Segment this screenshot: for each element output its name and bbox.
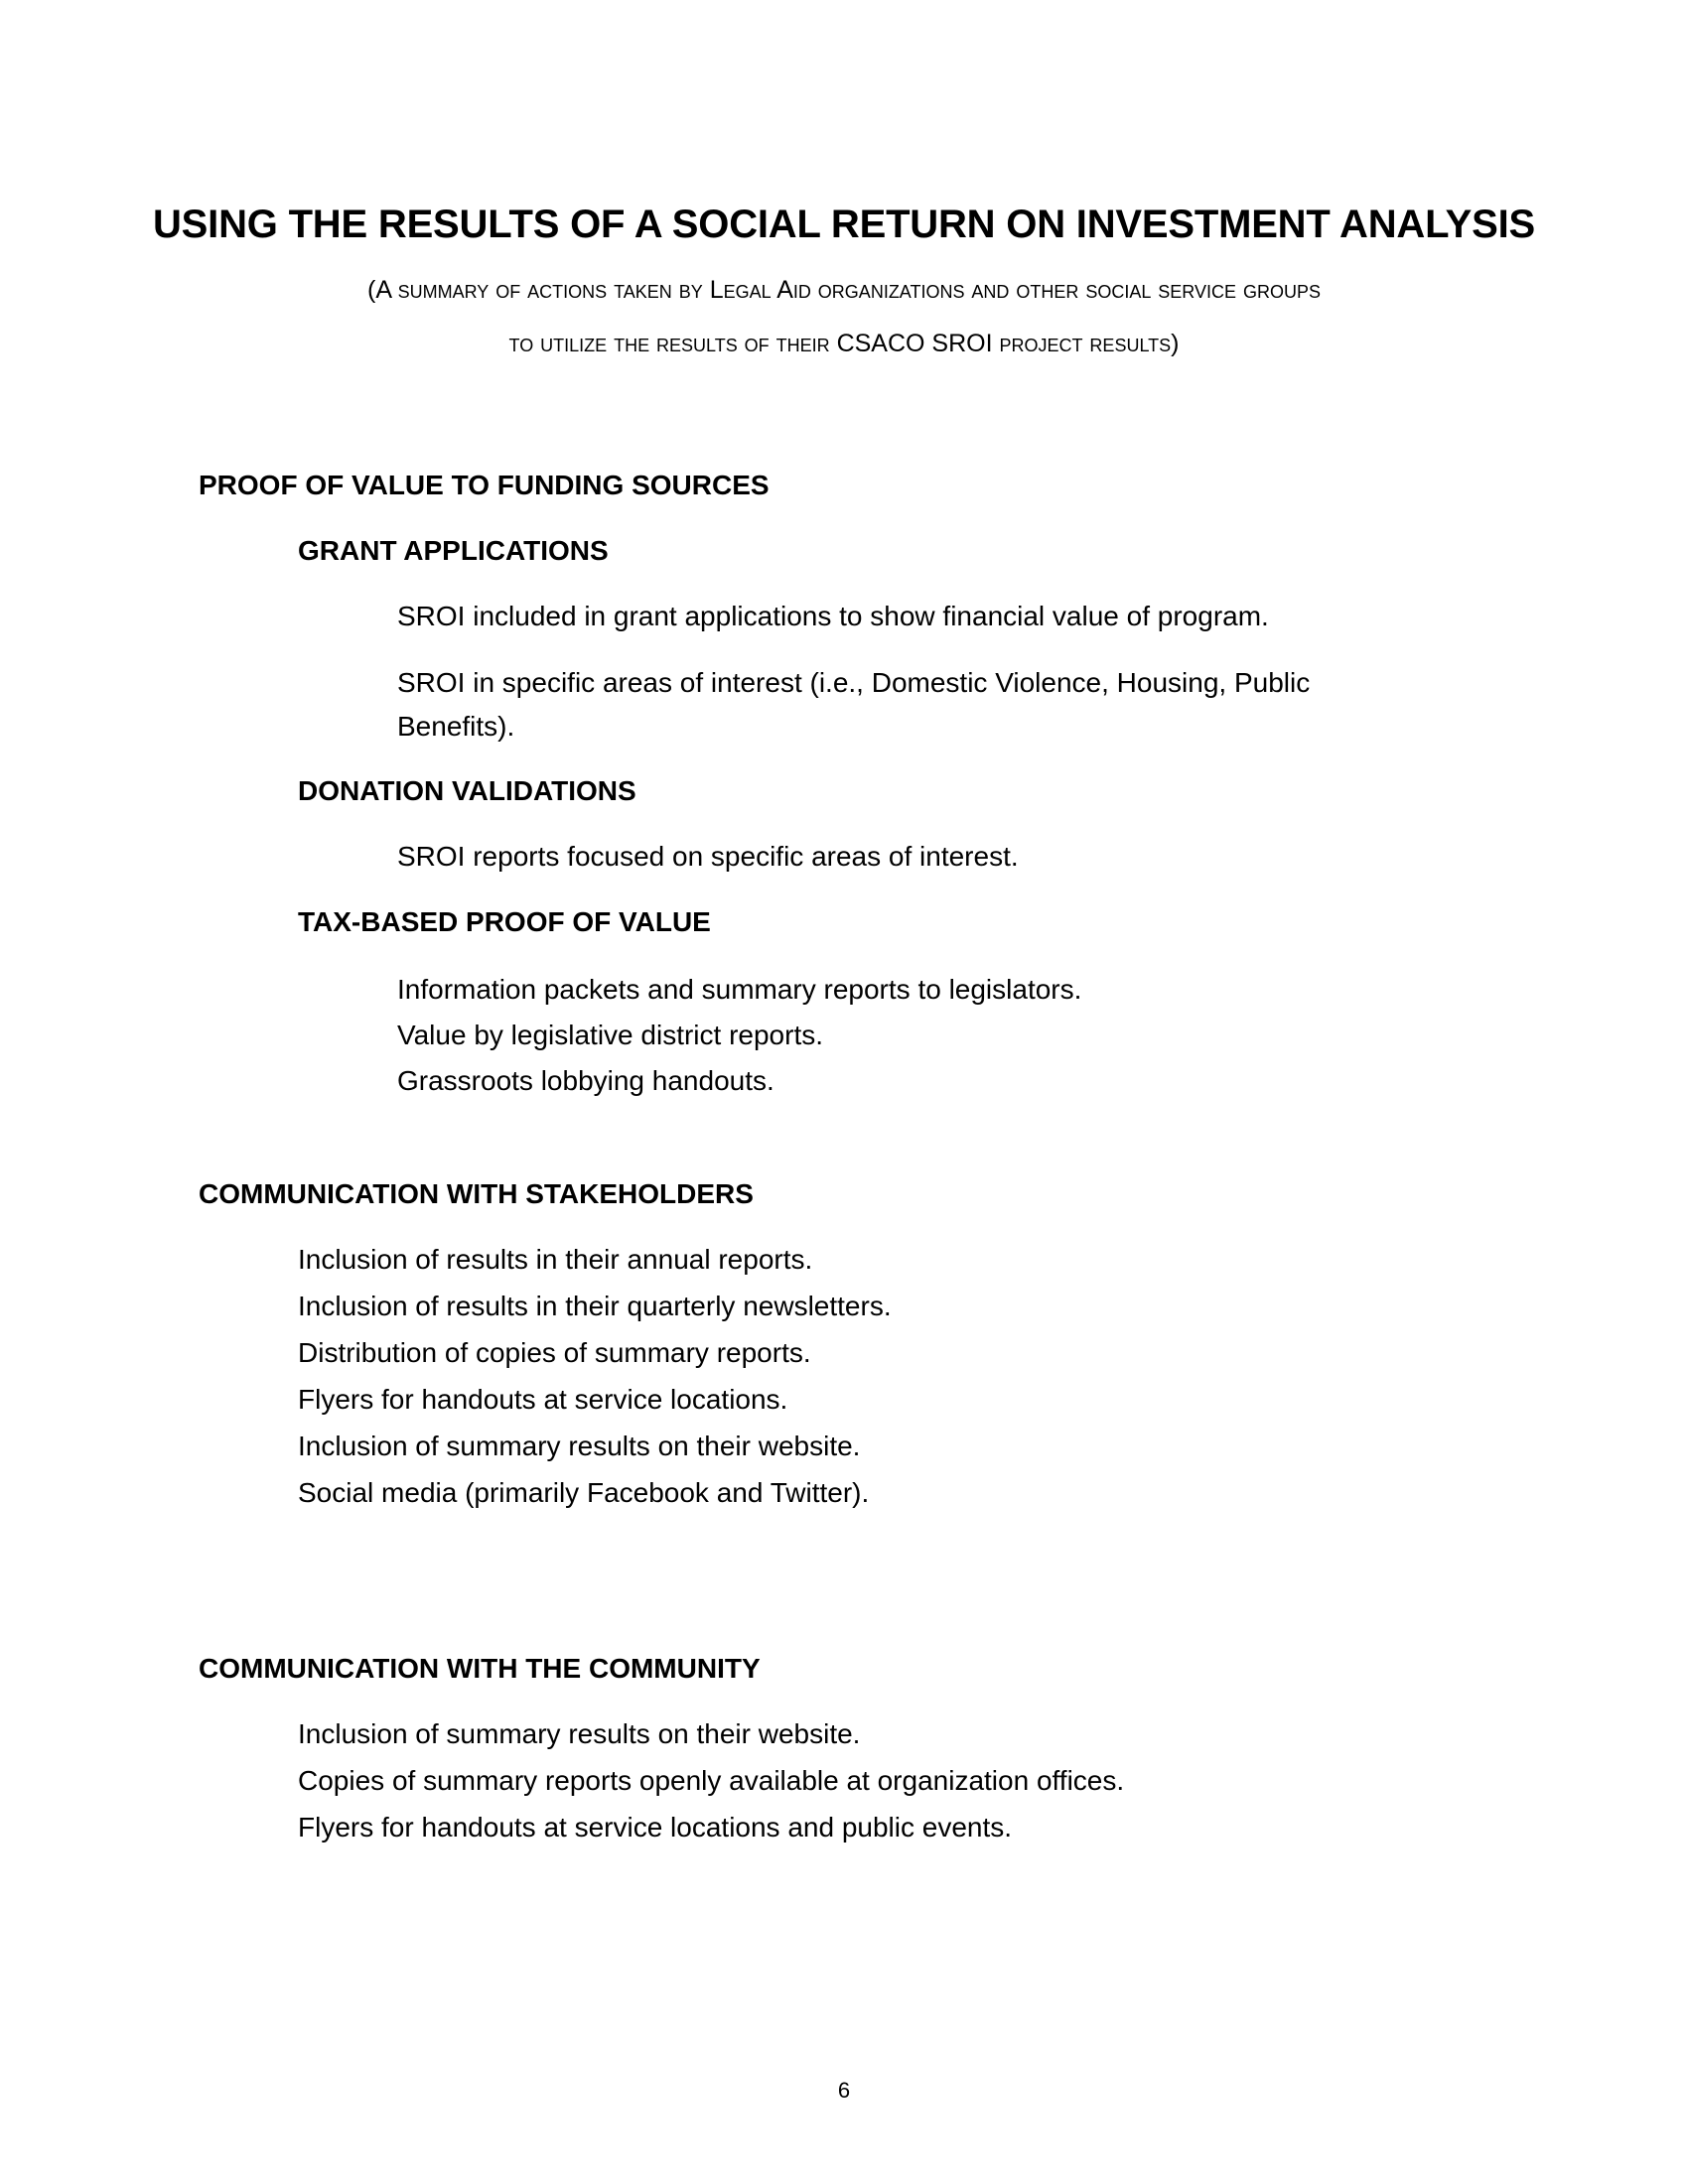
list-item: Flyers for handouts at service locations and public events. xyxy=(298,1812,1013,1843)
subheading-tax-based-proof: TAX-BASED PROOF OF VALUE xyxy=(298,906,711,937)
list-item: Inclusion of summary results on their website. xyxy=(298,1718,861,1749)
list-item: Social media (primarily Facebook and Twitter). xyxy=(298,1477,870,1508)
section-heading-proof-of-value: PROOF OF VALUE TO FUNDING SOURCES xyxy=(199,470,770,500)
subtitle-line-2: to utilize the results of their CSACO SROI project results) xyxy=(508,330,1180,357)
page-title: USING THE RESULTS OF A SOCIAL RETURN ON INVESTMENT ANALYSIS xyxy=(152,203,1535,246)
list-item: SROI in specific areas of interest (i.e., Domestic Violence, Housing, Public Benefits). xyxy=(397,667,1311,742)
list-item: Information packets and summary reports to legislators. xyxy=(397,974,1082,1005)
list-item: Flyers for handouts at service locations. xyxy=(298,1384,788,1415)
list-item: SROI included in grant applications to show financial value of program. xyxy=(397,601,1269,631)
subtitle-line-1: (A summary of actions taken by Legal Aid organizations and other social service groups xyxy=(367,276,1321,304)
subheading-donation-validations: DONATION VALIDATIONS xyxy=(298,775,636,806)
list-item: SROI reports focused on specific areas of interest. xyxy=(397,841,1019,872)
page-number: 6 xyxy=(837,2078,851,2103)
list-item: Value by legislative district reports. xyxy=(397,1020,823,1050)
section-heading-stakeholders: COMMUNICATION WITH STAKEHOLDERS xyxy=(199,1178,754,1209)
section-heading-community: COMMUNICATION WITH THE COMMUNITY xyxy=(199,1653,761,1684)
list-item: Distribution of copies of summary reports. xyxy=(298,1337,811,1368)
list-item: Inclusion of results in their quarterly newsletters. xyxy=(298,1291,892,1321)
list-item: Inclusion of summary results on their website. xyxy=(298,1431,861,1461)
list-item: Inclusion of results in their annual reports. xyxy=(298,1244,813,1275)
subheading-grant-applications: GRANT APPLICATIONS xyxy=(298,535,609,566)
list-item: Grassroots lobbying handouts. xyxy=(397,1065,774,1096)
list-item: Copies of summary reports openly available at organization offices. xyxy=(298,1765,1125,1796)
